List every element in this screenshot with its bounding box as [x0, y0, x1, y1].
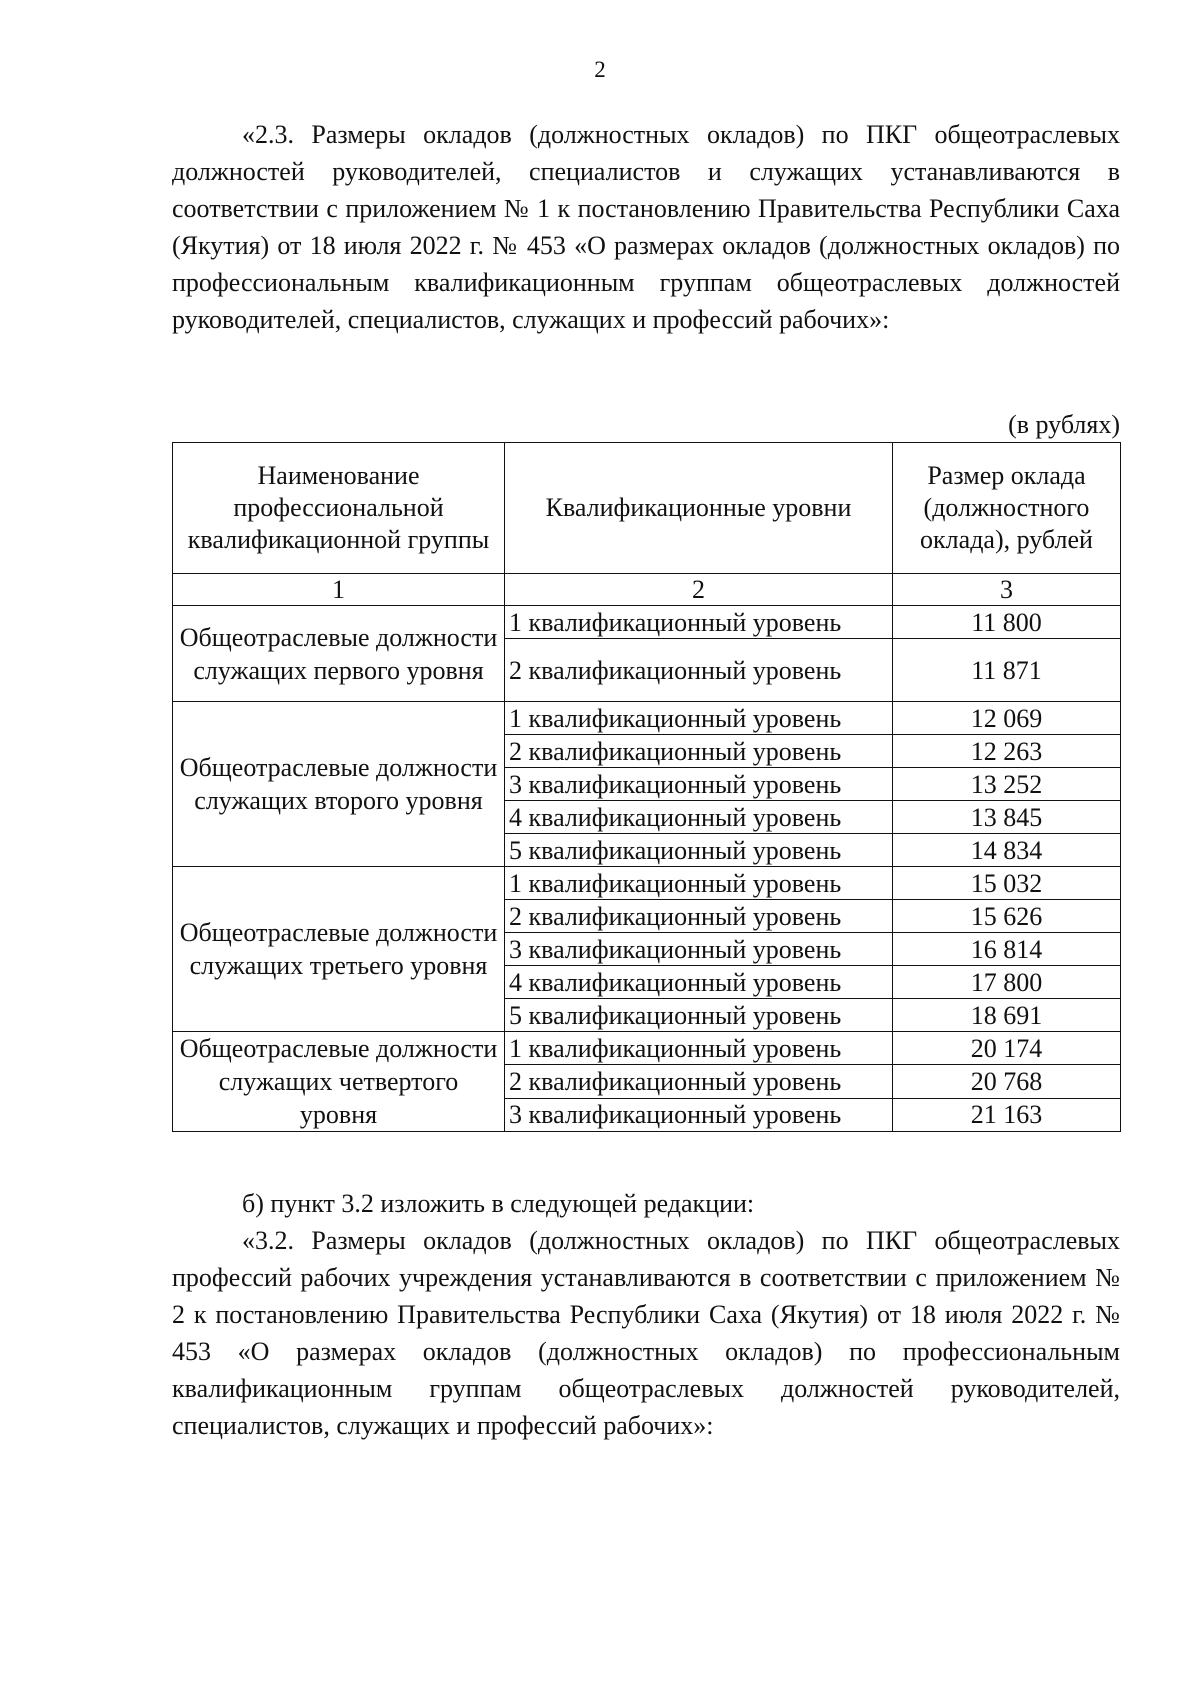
level-cell: 1 квалификационный уровень: [505, 702, 893, 735]
level-cell: 4 квалификационный уровень: [505, 801, 893, 834]
amount-cell: 21 163: [893, 1098, 1121, 1131]
level-cell: 3 квалификационный уровень: [505, 933, 893, 966]
level-cell: 1 квалификационный уровень: [505, 867, 893, 900]
amount-cell: 14 834: [893, 834, 1121, 867]
paragraph-3-2: «3.2. Размеры окладов (должностных окладов) по ПКГ общеотраслевых профессий рабочих учреждения устанавливаются в соответствии с приложением № 2 к постановлению Правительства Республики Саха (Якутия) от 18 июля 2022 г. № 453 «О размерах окладов (должностных окладов) по профессиональным квалификационным группам общеотраслевых должностей руководителей, специалистов, служащих и профессий рабочих»:: [172, 1226, 1120, 1440]
level-cell: 2 квалификационный уровень: [505, 735, 893, 768]
amount-cell: 12 263: [893, 735, 1121, 768]
amount-cell: 16 814: [893, 933, 1121, 966]
column-number: 2: [505, 574, 893, 606]
level-cell: 3 квалификационный уровень: [505, 1098, 893, 1131]
header-qualification-level: Квалификационные уровни: [505, 443, 893, 574]
column-number: 1: [173, 574, 505, 606]
level-cell: 1 квалификационный уровень: [505, 606, 893, 639]
amount-cell: 17 800: [893, 966, 1121, 999]
unit-note: (в рублях): [1008, 410, 1120, 439]
group-name-cell: Общеотраслевые должности служащих первого уровня: [173, 606, 505, 702]
amount-cell: 12 069: [893, 702, 1121, 735]
amount-cell: 11 871: [893, 639, 1121, 702]
level-cell: 2 квалификационный уровень: [505, 639, 893, 702]
level-cell: 3 квалификационный уровень: [505, 768, 893, 801]
level-cell: 1 квалификационный уровень: [505, 1032, 893, 1065]
amount-cell: 18 691: [893, 999, 1121, 1032]
group-name-cell: Общеотраслевые должности служащих третьего уровня: [173, 867, 505, 1032]
table-header-row: [173, 443, 1121, 574]
table-row: [173, 867, 1121, 900]
level-cell: 2 квалификационный уровень: [505, 900, 893, 933]
amount-cell: 13 845: [893, 801, 1121, 834]
header-salary-amount: Размер оклада (должностного оклада), рублей: [893, 443, 1121, 574]
paragraph-item-b: б) пункт 3.2 изложить в следующей редакции:: [242, 1189, 755, 1218]
header-group-name: Наименование профессиональной квалификационной группы: [173, 443, 505, 574]
column-number: 3: [893, 574, 1121, 606]
column-number-row: [173, 574, 1121, 606]
amount-cell: 15 032: [893, 867, 1121, 900]
amount-cell: 20 174: [893, 1032, 1121, 1065]
table-row: [173, 702, 1121, 735]
table-row: [173, 606, 1121, 639]
amount-cell: 11 800: [893, 606, 1121, 639]
amount-cell: 15 626: [893, 900, 1121, 933]
amount-cell: 13 252: [893, 768, 1121, 801]
group-name-cell: Общеотраслевые должности служащих четвертого уровня: [173, 1032, 505, 1132]
level-cell: 4 квалификационный уровень: [505, 966, 893, 999]
group-name-cell: Общеотраслевые должности служащих второго уровня: [173, 702, 505, 867]
paragraph-2-3: «2.3. Размеры окладов (должностных окладов) по ПКГ общеотраслевых должностей руководителей, специалистов и служащих устанавливаются в соответствии с приложением № 1 к постановлению Правительства Республики Саха (Якутия) от 18 июля 2022 г. № 453 «О размерах окладов (должностных окладов) по профессиональным квалификационным группам общеотраслевых должностей руководителей, специалистов, служащих и профессий рабочих»:: [172, 120, 1120, 334]
page-number: 2: [594, 57, 606, 82]
level-cell: 5 квалификационный уровень: [505, 834, 893, 867]
table-row: [173, 1032, 1121, 1065]
level-cell: 2 квалификационный уровень: [505, 1065, 893, 1098]
salary-table: [172, 442, 1121, 1132]
amount-cell: 20 768: [893, 1065, 1121, 1098]
table-body: [173, 606, 1121, 1132]
level-cell: 5 квалификационный уровень: [505, 999, 893, 1032]
